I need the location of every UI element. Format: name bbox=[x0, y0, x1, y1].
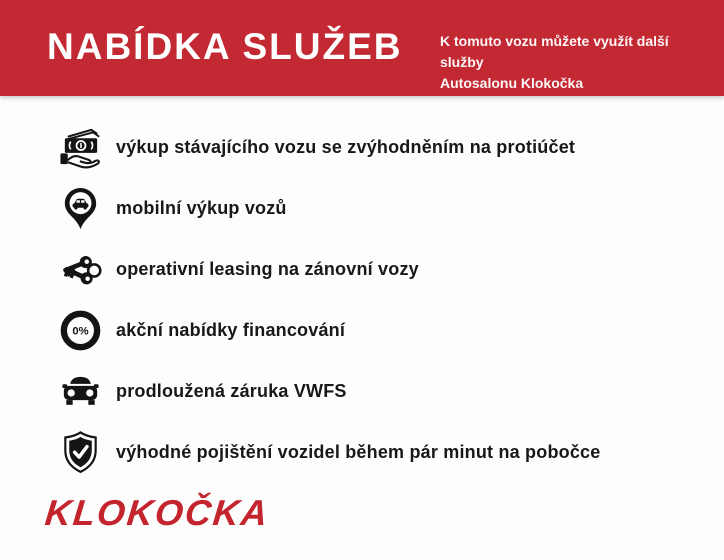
service-label: akční nabídky financování bbox=[116, 320, 346, 340]
header-subtitle-line1: K tomuto vozu můžete využít další služby bbox=[440, 33, 669, 70]
map-pin-car-icon bbox=[57, 185, 104, 232]
service-item-mobile-buyout bbox=[57, 178, 600, 239]
car-icon bbox=[57, 368, 104, 415]
services-list bbox=[57, 117, 600, 483]
service-item-insurance bbox=[57, 422, 600, 483]
service-item-financing bbox=[57, 300, 600, 361]
service-item-leasing bbox=[57, 239, 600, 300]
header-banner bbox=[0, 0, 724, 96]
service-label: výhodné pojištění vozidel během pár minut na pobočce bbox=[116, 442, 601, 462]
shield-check-icon bbox=[57, 429, 104, 476]
car-keys-icon bbox=[57, 246, 104, 293]
service-label: prodloužená záruka VWFS bbox=[116, 381, 347, 401]
page-title: NABÍDKA SLUŽEB bbox=[47, 26, 403, 67]
service-item-trade-in bbox=[57, 117, 600, 178]
klokocka-logo: KLOKOČKA bbox=[43, 492, 272, 533]
header-subtitle bbox=[440, 31, 700, 94]
service-label: mobilní výkup vozů bbox=[116, 198, 287, 218]
service-label: výkup stávajícího vozu se zvýhodněním na protiúčet bbox=[116, 137, 576, 157]
service-item-warranty bbox=[57, 361, 600, 422]
service-label: operativní leasing na zánovní vozy bbox=[116, 259, 419, 279]
cash-in-hand-icon bbox=[57, 124, 104, 171]
header-subtitle-line2: Autosalonu Klokočka bbox=[440, 75, 584, 91]
zero-percent-icon bbox=[57, 307, 104, 354]
zero-percent-label: 0% bbox=[72, 325, 89, 338]
